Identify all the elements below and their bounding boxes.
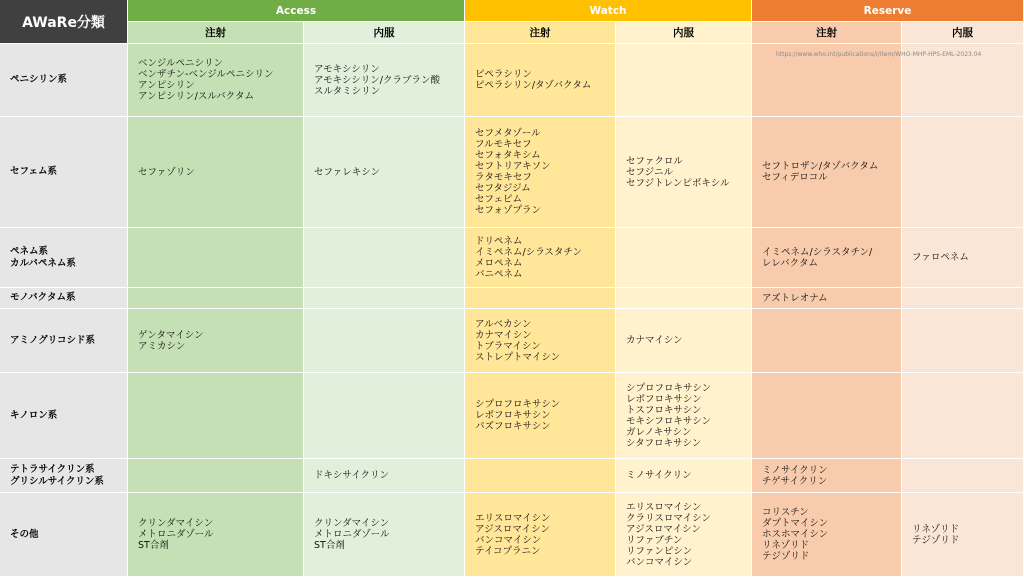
cell-reserve-injection	[752, 309, 902, 373]
drug-name: メトロニダゾール	[138, 529, 214, 540]
drug-name: バンコマイシン	[475, 534, 542, 546]
cell-access-oral	[304, 44, 465, 117]
row-header-line: セフェム系	[10, 166, 58, 177]
drug-name: シタフロキサシン	[626, 437, 702, 449]
cell-watch-oral	[616, 117, 752, 228]
sub-header-access-injection: 注射	[128, 22, 304, 44]
cell-reserve-injection	[752, 459, 902, 493]
table-body	[0, 44, 1024, 577]
drug-name: シプロフロキサシン	[475, 399, 561, 410]
table-row	[0, 228, 1024, 288]
drug-name: ホスホマイシン	[762, 529, 829, 540]
cell-access-injection	[128, 493, 304, 577]
drug-name: コリスチン	[762, 507, 809, 518]
drug-name: セフィデロコル	[762, 172, 828, 183]
row-header-line: キノロン系	[10, 409, 58, 421]
drug-name: テイコプラニン	[475, 545, 541, 557]
sub-header-reserve-oral: 内服	[902, 22, 1024, 44]
group-reserve: Reserve	[752, 0, 1024, 22]
drug-name: ドキシサイクリン	[314, 470, 390, 481]
drug-name: セフトリアキソン	[475, 161, 551, 172]
drug-name: カナマイシン	[475, 329, 532, 341]
table-row	[0, 459, 1024, 493]
cell-access-oral	[304, 493, 465, 577]
cell-reserve-injection	[752, 373, 902, 459]
drug-name: ガレノキサシン	[626, 426, 692, 438]
cell-access-injection	[128, 117, 304, 228]
table-row	[0, 373, 1024, 459]
row-header	[0, 117, 128, 228]
drug-name: レボフロキサシン	[475, 410, 551, 421]
drug-name: セファレキシン	[314, 166, 380, 178]
sub-header-watch-oral: 内服	[616, 22, 752, 44]
cell-watch-oral	[616, 373, 752, 459]
drug-name: ダプトマイシン	[762, 518, 829, 529]
table-row	[0, 288, 1024, 309]
row-header-line: テトラサイクリン系	[10, 463, 95, 475]
drug-name: リファブチン	[626, 534, 683, 546]
drug-name: アンピシリン/スルバクタム	[138, 91, 254, 102]
cell-watch-injection	[465, 288, 616, 309]
cell-access-oral	[304, 228, 465, 288]
drug-name: テジゾリド	[912, 534, 960, 546]
drug-name: ST合剤	[138, 540, 169, 551]
row-header-line: ペニシリン系	[10, 74, 68, 85]
drug-name: メロペネム	[475, 257, 523, 269]
cell-watch-oral	[616, 309, 752, 373]
drug-name: クリンダマイシン	[138, 518, 214, 529]
drug-name: テジゾリド	[762, 551, 810, 562]
drug-name: ST合剤	[314, 540, 345, 551]
cell-reserve-oral	[902, 309, 1024, 373]
drug-name: モキシフロキサシン	[626, 415, 711, 427]
row-header	[0, 309, 128, 373]
drug-name: リネゾリド	[912, 523, 960, 535]
drug-name: セフォタキシム	[475, 150, 541, 161]
cell-access-injection	[128, 228, 304, 288]
drug-name: カナマイシン	[626, 335, 683, 346]
drug-name: セフェピム	[475, 194, 523, 205]
drug-name: バニペネム	[475, 268, 523, 280]
drug-name: スルタミシリン	[314, 85, 381, 97]
cell-access-oral	[304, 117, 465, 228]
drug-name: セファクロル	[626, 155, 683, 167]
cell-access-injection	[128, 309, 304, 373]
drug-name: リファンピシン	[626, 545, 693, 557]
cell-reserve-oral	[902, 493, 1024, 577]
source-url: https://www.who.int/publications/i/item/WHO-MHP-HPS-EML-2023.04	[776, 51, 982, 58]
drug-name: アルベカシン	[475, 318, 532, 330]
drug-name: セフジニル	[626, 166, 674, 178]
cell-access-injection	[128, 44, 304, 117]
group-access: Access	[128, 0, 465, 22]
drug-name: イミペネム/シラスタチン	[475, 246, 582, 258]
cell-watch-oral	[616, 228, 752, 288]
drug-name: セフジトレンピボキシル	[626, 177, 730, 189]
drug-name: トスフロキサシン	[626, 404, 702, 416]
drug-name: トブラマイシン	[475, 340, 541, 352]
drug-name: クリンダマイシン	[314, 518, 390, 529]
drug-name: ゲンタマイシン	[138, 329, 204, 341]
cell-access-injection	[128, 459, 304, 493]
drug-name: アズトレオナム	[762, 292, 828, 304]
cell-watch-injection	[465, 459, 616, 493]
cell-reserve-oral	[902, 459, 1024, 493]
row-header-line: モノバクタム系	[10, 292, 76, 303]
drug-name: セフメタゾール	[475, 128, 541, 139]
drug-name: リネゾリド	[762, 540, 810, 551]
drug-name: レボフロキサシン	[626, 393, 702, 405]
cell-reserve-oral	[902, 117, 1024, 228]
cell-watch-oral	[616, 459, 752, 493]
row-header-line: ペネム系	[10, 245, 49, 257]
cell-access-injection	[128, 288, 304, 309]
drug-name: ピペラシリン	[475, 69, 532, 80]
cell-access-oral	[304, 373, 465, 459]
drug-name: アモキシシリン	[314, 63, 380, 75]
cell-watch-injection	[465, 117, 616, 228]
drug-name: ベンザチン-ベンジルペニシリン	[138, 69, 274, 80]
row-header	[0, 373, 128, 459]
row-header-line: グリシルサイクリン系	[10, 475, 104, 487]
drug-name: エリスロマイシン	[626, 501, 702, 513]
row-header	[0, 44, 128, 117]
cell-reserve-injection	[752, 493, 902, 577]
cell-watch-injection	[465, 493, 616, 577]
cell-access-oral	[304, 459, 465, 493]
drug-name: レレバクタム	[762, 257, 818, 269]
sub-header-access-oral: 内服	[304, 22, 465, 44]
drug-name: シプロフロキサシン	[626, 382, 712, 394]
table-row	[0, 309, 1024, 373]
drug-name: バンコマイシン	[626, 556, 693, 568]
row-header-line: カルバペネム系	[10, 257, 76, 269]
sub-header-watch-injection: 注射	[465, 22, 616, 44]
cell-watch-injection	[465, 309, 616, 373]
row-header-line: アミノグリコシド系	[10, 334, 96, 346]
drug-name: セフォゾプラン	[475, 205, 542, 216]
drug-name: ラタモキセフ	[475, 172, 532, 183]
drug-name: セフトロザン/タゾバクタム	[762, 161, 879, 172]
group-watch: Watch	[465, 0, 752, 22]
corner-header: AWaRe分類	[0, 0, 128, 44]
drug-name: ストレプトマイシン	[475, 351, 561, 363]
cell-watch-oral	[616, 493, 752, 577]
drug-name: アジスロマイシン	[626, 523, 701, 535]
cell-watch-injection	[465, 44, 616, 117]
drug-name: チゲサイクリン	[762, 475, 828, 487]
cell-watch-oral	[616, 44, 752, 117]
drug-name: パズフロキサシン	[475, 421, 551, 432]
drug-name: ミノサイクリン	[762, 464, 828, 476]
drug-name: ピペラシリン/タゾバクタム	[475, 80, 592, 91]
drug-name: ドリペネム	[475, 235, 523, 247]
row-header	[0, 459, 128, 493]
cell-access-oral	[304, 309, 465, 373]
drug-name: セファゾリン	[138, 166, 195, 178]
drug-name: イミペネム/シラスタチン/	[762, 246, 873, 258]
row-header	[0, 228, 128, 288]
drug-name: エリスロマイシン	[475, 512, 551, 524]
drug-name: セフタジジム	[475, 183, 531, 194]
sub-header-reserve-injection: 注射	[752, 22, 902, 44]
table-row	[0, 493, 1024, 577]
drug-name: フルモキセフ	[475, 139, 532, 150]
drug-name: アジスロマイシン	[475, 523, 550, 535]
cell-reserve-oral	[902, 228, 1024, 288]
drug-name: アンピシリン	[138, 80, 195, 91]
cell-access-oral	[304, 288, 465, 309]
row-header	[0, 288, 128, 309]
cell-reserve-oral	[902, 373, 1024, 459]
cell-reserve-injection	[752, 228, 902, 288]
drug-name: クラリスロマイシン	[626, 512, 711, 524]
cell-reserve-injection	[752, 288, 902, 309]
drug-name: メトロニダゾール	[314, 529, 390, 540]
drug-name: ベンジルペニシリン	[138, 58, 224, 69]
drug-name: アミカシン	[138, 340, 186, 352]
cell-watch-injection	[465, 228, 616, 288]
cell-watch-oral	[616, 288, 752, 309]
table-row	[0, 117, 1024, 228]
cell-access-injection	[128, 373, 304, 459]
cell-watch-injection	[465, 373, 616, 459]
row-header	[0, 493, 128, 577]
row-header-line: その他	[10, 528, 39, 540]
drug-name: ファロペネム	[912, 252, 969, 263]
drug-name: ミノサイクリン	[626, 470, 692, 481]
cell-reserve-injection	[752, 117, 902, 228]
drug-name: アモキシシリン/クラブラン酸	[314, 74, 440, 86]
cell-reserve-oral	[902, 288, 1024, 309]
